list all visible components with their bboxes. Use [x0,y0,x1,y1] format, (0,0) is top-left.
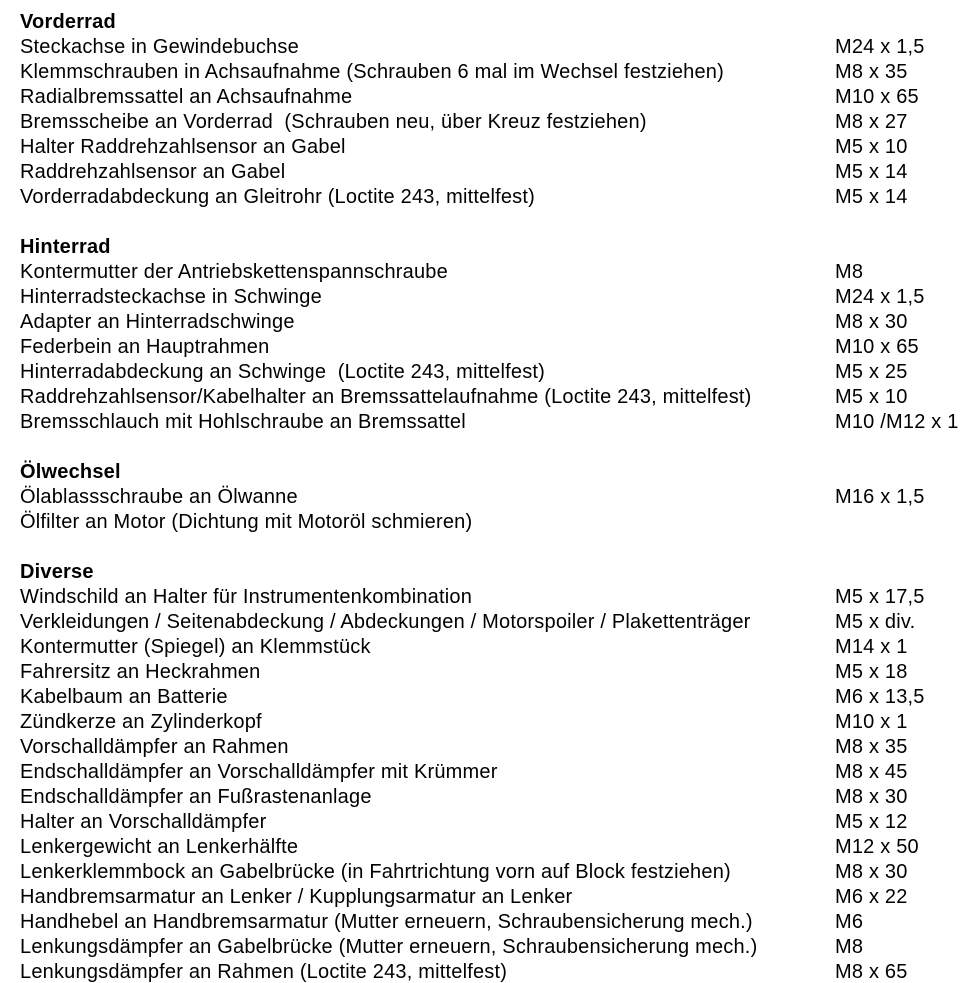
spec-value: M5 x 10 [835,136,908,158]
spec-value: M5 x 17,5 [835,586,925,608]
spec-label: Adapter an Hinterradschwinge [20,311,295,333]
spec-label: Halter an Vorschalldämpfer [20,811,267,833]
spec-value: M8 x 65 [835,961,908,983]
spec-value: M5 x 25 [835,361,908,383]
spec-label: Raddrehzahlsensor an Gabel [20,161,286,183]
spec-value: M24 x 1,5 [835,36,925,58]
spec-value: M5 x 14 [835,161,908,183]
spec-value: M8 [835,261,864,283]
spec-row [20,685,975,710]
spec-row [20,285,975,310]
spec-value: M8 x 45 [835,761,908,783]
spec-label: Steckachse in Gewindebuchse [20,36,299,58]
spec-row [20,860,975,885]
spec-value: M6 x 13,5 [835,686,925,708]
section-rows [20,485,975,535]
spec-label: Lenkungsdämpfer an Rahmen (Loctite 243, mittelfest) [20,961,508,983]
section-rows [20,585,975,983]
spec-label: Lenkergewicht an Lenkerhälfte [20,836,299,858]
spec-value: M8 [835,936,864,958]
spec-value: M8 x 30 [835,786,908,808]
section-title: Vorderrad [20,11,116,33]
spec-label: Endschalldämpfer an Fußrastenanlage [20,786,372,808]
spec-section-1 [20,235,975,435]
spec-value: M8 x 30 [835,861,908,883]
spec-value: M6 [835,911,864,933]
spec-label: Windschild an Halter für Instrumentenkombination [20,586,473,608]
spec-row [20,160,975,185]
spec-label: Lenkungsdämpfer an Gabelbrücke (Mutter erneuern, Schraubensicherung mech.) [20,936,758,958]
section-title: Hinterrad [20,236,111,258]
section-rows [20,35,975,210]
spec-value: M10 x 65 [835,336,919,358]
spec-value: M5 x 12 [835,811,908,833]
spec-label: Federbein an Hauptrahmen [20,336,270,358]
spec-label: Kontermutter der Antriebskettenspannschraube [20,261,448,283]
spec-value: M5 x div. [835,611,916,633]
spec-row [20,385,975,410]
spec-value: M8 x 35 [835,61,908,83]
section-title: Ölwechsel [20,461,121,483]
spec-value: M8 x 35 [835,736,908,758]
spec-row [20,185,975,210]
spec-label: Fahrersitz an Heckrahmen [20,661,261,683]
spec-row [20,910,975,935]
spec-value: M5 x 18 [835,661,908,683]
spec-label: Lenkerklemmbock an Gabelbrücke (in Fahrtrichtung vorn auf Block festziehen) [20,861,731,883]
spec-row [20,835,975,860]
spec-row [20,35,975,60]
spec-row [20,510,975,535]
spec-row [20,760,975,785]
spec-row [20,360,975,385]
spec-row [20,610,975,635]
spec-value: M10 x 1 [835,711,908,733]
spec-label: Ölablassschraube an Ölwanne [20,486,298,508]
spec-row [20,310,975,335]
section-title: Diverse [20,561,94,583]
spec-value: M24 x 1,5 [835,286,925,308]
spec-section-2 [20,460,975,535]
spec-row [20,960,975,983]
spec-label: Klemmschrauben in Achsaufnahme (Schrauben 6 mal im Wechsel festziehen) [20,61,724,83]
spec-section-0 [20,10,975,210]
spec-label: Vorschalldämpfer an Rahmen [20,736,289,758]
spec-row [20,585,975,610]
spec-value: M10 x 65 [835,86,919,108]
spec-label: Raddrehzahlsensor/Kabelhalter an Bremssattelaufnahme (Loctite 243, mittelfest) [20,386,752,408]
spec-row [20,660,975,685]
spec-label: Radialbremssattel an Achsaufnahme [20,86,353,108]
spec-row [20,485,975,510]
spec-row [20,410,975,435]
spec-label: Bremsschlauch mit Hohlschraube an Bremssattel [20,411,466,433]
spec-label: Hinterradabdeckung an Schwinge (Loctite 243, mittelfest) [20,361,546,383]
spec-label: Vorderradabdeckung an Gleitrohr (Loctite 243, mittelfest) [20,186,536,208]
spec-row [20,260,975,285]
spec-value: M6 x 22 [835,886,908,908]
spec-value: M10 /M12 x 1 [835,411,959,433]
spec-label: Ölfilter an Motor (Dichtung mit Motoröl schmieren) [20,511,473,533]
spec-row [20,885,975,910]
spec-value: M5 x 10 [835,386,908,408]
spec-section-3 [20,560,975,983]
spec-value: M14 x 1 [835,636,908,658]
spec-row [20,135,975,160]
spec-row [20,735,975,760]
spec-label: Halter Raddrehzahlsensor an Gabel [20,136,346,158]
spec-row [20,785,975,810]
spec-label: Kontermutter (Spiegel) an Klemmstück [20,636,371,658]
spec-row [20,110,975,135]
spec-row [20,335,975,360]
spec-label: Hinterradsteckachse in Schwinge [20,286,322,308]
spec-label: Kabelbaum an Batterie [20,686,228,708]
section-rows [20,260,975,435]
spec-row [20,810,975,835]
spec-row [20,60,975,85]
spec-value: M8 x 30 [835,311,908,333]
spec-row [20,85,975,110]
spec-row [20,635,975,660]
spec-label: Endschalldämpfer an Vorschalldämpfer mit Krümmer [20,761,498,783]
spec-row [20,935,975,960]
spec-label: Verkleidungen / Seitenabdeckung / Abdeckungen / Motorspoiler / Plakettenträger [20,611,751,633]
spec-value: M12 x 50 [835,836,919,858]
spec-label: Handhebel an Handbremsarmatur (Mutter erneuern, Schraubensicherung mech.) [20,911,753,933]
spec-value: M8 x 27 [835,111,908,133]
spec-row [20,710,975,735]
spec-label: Bremsscheibe an Vorderrad (Schrauben neu, über Kreuz festziehen) [20,111,647,133]
spec-label: Zündkerze an Zylinderkopf [20,711,262,733]
spec-label: Handbremsarmatur an Lenker / Kupplungsarmatur an Lenker [20,886,573,908]
spec-value: M5 x 14 [835,186,908,208]
spec-value: M16 x 1,5 [835,486,925,508]
